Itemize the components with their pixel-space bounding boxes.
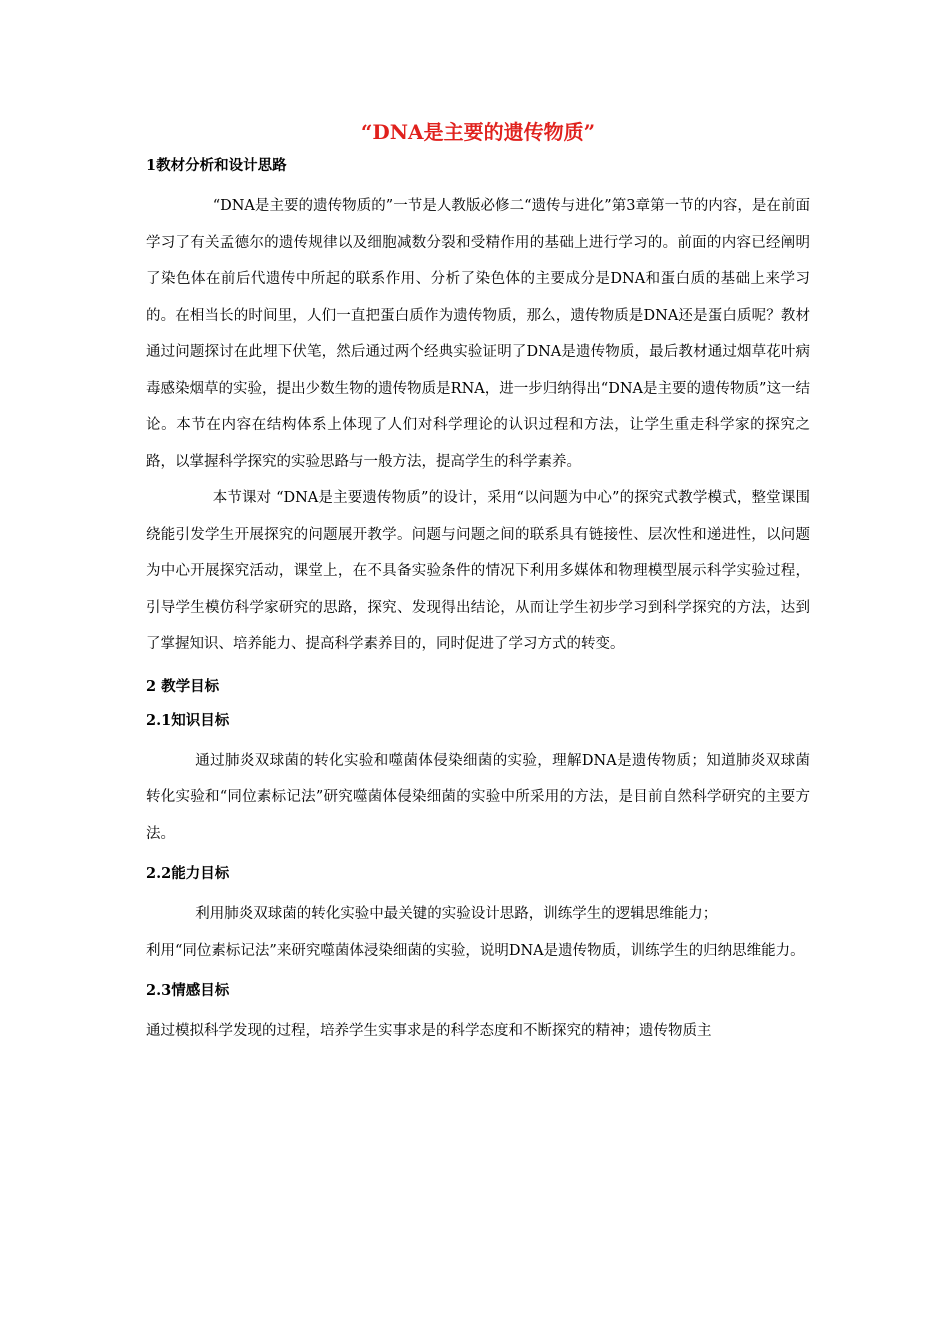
section-2-2-paragraph-2: 利用“同位素标记法”来研究噬菌体浸染细菌的实验，说明DNA是遗传物质，训练学生的归纳思维能力。 [146,942,805,959]
section-2-3-paragraph: 通过模拟科学发现的过程，培养学生实事求是的科学态度和不断探究的精神；遗传物质主 [146,1023,712,1039]
section-2-3-heading: 2.3情感目标 [146,982,230,999]
section-2-heading: 2 教学目标 [146,677,220,695]
section-2-2-heading: 2.2能力目标 [146,865,230,882]
section-2-1-heading: 2.1知识目标 [146,711,230,729]
section-2-2-paragraph-1: 利用肺炎双球菌的转化实验中最关键的实验设计思路，训练学生的逻辑思维能力； [195,906,718,922]
document-body [146,118,810,1050]
section-1-paragraph-2: 本节课对 “DNA是主要遗传物质”的设计，采用“以问题为中心”的探究式教学模式，整堂课围绕能引发学生开展探究的问题展开教学。问题与问题之间的联系具有链接性、层次性和递进性，以问题为中心开展探究活动，课堂上，在不具备实验条件的情况下利用多媒体和物理模型展示科学实验过程，引导学生模仿科学家研究的思路，探究、发现得出结论，从而让学生初步学习到科学探究的方法，达到了掌握知识、培养能力、提高科学素养目的，同时促进了学习方式的转变。 [146,490,810,652]
document-title: “DNA是主要的遗传物质” [360,120,596,144]
section-2-1-paragraph: 通过肺炎双球菌的转化实验和噬菌体侵染细菌的实验，理解DNA是遗传物质；知道肺炎双球菌转化实验和“同位素标记法”研究噬菌体侵染细菌的实验中所采用的方法，是目前自然科学研究的主要方法。 [146,752,810,842]
section-1-heading: 1教材分析和设计思路 [146,157,287,174]
section-1-paragraph-1: “DNA是主要的遗传物质的”一节是人教版必修二“遗传与进化”第3章第一节的内容，是在前面学习了有关孟德尔的遗传规律以及细胞减数分裂和受精作用的基础上进行学习的。前面的内容已经阐明了染色体在前后代遗传中所起的联系作用、分析了染色体的主要成分是DNA和蛋白质的基础上来学习的。在相当长的时间里，人们一直把蛋白质作为遗传物质，那么，遗传物质是DNA还是蛋白质呢？教材通过问题探讨在此埋下伏笔，然后通过两个经典实验证明了DNA是遗传物质，最后教材通过烟草花叶病毒感染烟草的实验，提出少数生物的遗传物质是RNA，进一步归纳得出“DNA是主要的遗传物质”这一结论。本节在内容在结构体系上体现了人们对科学理论的认识过程和方法，让学生重走科学家的探究之路，以掌握科学探究的实验思路与一般方法，提高学生的科学素养。 [146,198,810,470]
